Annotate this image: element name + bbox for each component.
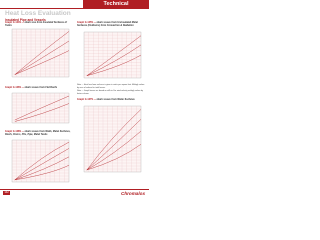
- graph-caption-text: Heat Losses from Uninsulated Metal Surfaces (Outdoors) from Convection & Radiation: [77, 21, 138, 27]
- note: Note — Graph losses are based on still air. For wind velocity multiply values by factors shown.: [77, 90, 143, 95]
- page-title: Heat Loss Evaluation: [5, 10, 71, 17]
- graph-caption: [77, 99, 147, 102]
- graph-plot: [80, 104, 142, 176]
- graph-caption: [5, 131, 71, 137]
- graph-caption-text: Heat Losses from Water Surfaces: [96, 98, 135, 101]
- graph-caption-text: Heat Loss from Insulated Surfaces of Tanks: [5, 21, 67, 27]
- brand-logo: Chromalox: [121, 190, 145, 196]
- graph-caption: [5, 87, 71, 90]
- graph: [8, 27, 70, 81]
- graph-number: Graph G-126S —: [5, 86, 24, 89]
- graph-plot: [80, 30, 142, 82]
- graph: [8, 138, 70, 186]
- graph: [80, 30, 142, 82]
- header-rule: [0, 8, 149, 9]
- graph-number: Graph G-125S —: [77, 21, 96, 24]
- section-tab: Technical: [83, 0, 149, 8]
- graph-plot: [8, 91, 70, 127]
- graph-caption-text: Heat Losses from Flat Roofs: [24, 86, 58, 89]
- page-number: 142: [4, 191, 9, 194]
- graph-number: Graph G-127S —: [77, 98, 96, 101]
- page-subtitle: Insulated Pipe and Vessels: [5, 17, 46, 22]
- graph-number: Graph G-124S —: [5, 21, 24, 24]
- graph-plot: [8, 138, 70, 186]
- graph-plot: [8, 27, 70, 81]
- graph-caption: [77, 22, 147, 28]
- graph: [8, 91, 70, 127]
- graph-number: Graph G-128S —: [5, 130, 24, 133]
- note: Note — Heat loss from surfaces is given in watts per square foot. Multiply values by area of surface for total losses.: [77, 84, 145, 89]
- footer-rule: [0, 189, 149, 190]
- graph-caption-text: Heat Losses from Walls, Metal Surfaces, Roofs, Floors, Pits, Pipe, Metal Tanks: [5, 130, 71, 136]
- page-header: [0, 0, 149, 9]
- graph: [80, 104, 142, 176]
